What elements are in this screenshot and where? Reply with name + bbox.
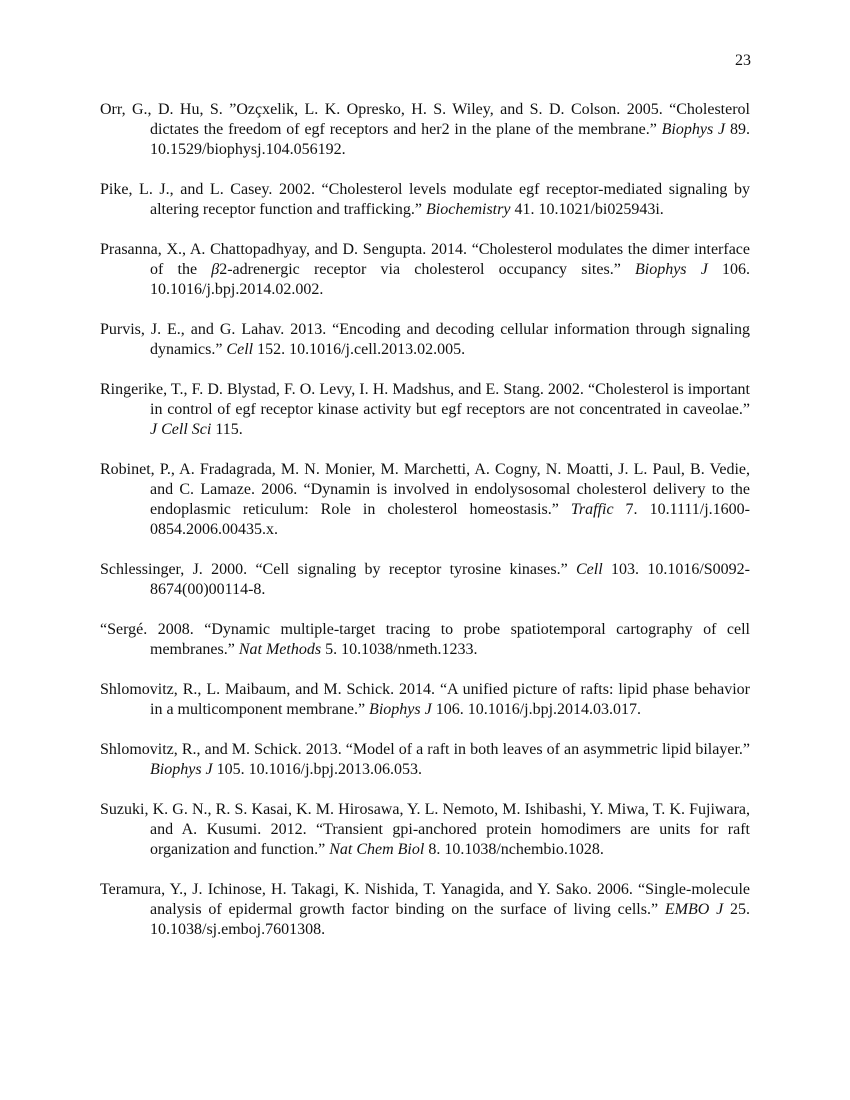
reference-citation: 8. 10.1038/nchembio.1028. (424, 841, 604, 858)
journal-name: Biochemistry (426, 201, 511, 218)
reference-item (100, 740, 750, 780)
reference-citation: 89. 10.1529/biophysj.104.056192. (150, 121, 751, 158)
reference-citation: 5. 10.1038/nmeth.1233. (321, 641, 478, 658)
reference-item (100, 240, 750, 300)
reference-text: “Sergé. 2008. “Dynamic multiple-target tracing to probe spatiotemporal cartography of cell membranes.” (100, 621, 750, 658)
reference-text: Ringerike, T., F. D. Blystad, F. O. Levy, I. H. Madshus, and E. Stang. 2002. “Cholesterol is important in control of egf receptor kinase activity but egf receptors are not concentrated in caveolae.” (100, 381, 750, 418)
journal-name: Traffic (570, 501, 614, 518)
journal-name: Nat Methods (238, 641, 322, 658)
reference-text: Prasanna, X., A. Chattopadhyay, and D. Sengupta. 2014. “Cholesterol modulates the dimer interface of the (100, 241, 750, 278)
reference-citation: 106. 10.1016/j.bpj.2014.03.017. (431, 701, 642, 718)
reference-item (100, 560, 750, 600)
greek-symbol: β (211, 261, 220, 278)
reference-citation: 41. 10.1021/bi025943i. (510, 201, 664, 218)
reference-item (100, 460, 750, 540)
reference-item (100, 620, 750, 660)
journal-name: EMBO J (664, 901, 724, 918)
reference-citation: 115. (211, 421, 243, 438)
reference-text: Robinet, P., A. Fradagrada, M. N. Monier, M. Marchetti, A. Cogny, N. Moatti, J. L. Paul, B. Vedie, and C. Lamaze. 2006. “Dynamin is involved in endolysosomal cholesterol delivery to the endoplasmic reticulum: Role in cholesterol homeostasis.” (100, 461, 750, 518)
journal-name: Nat Chem Biol (329, 841, 425, 858)
reference-text: Shlomovitz, R., L. Maibaum, and M. Schick. 2014. “A unified picture of rafts: lipid phase behavior in a multicomponent membrane.” (100, 681, 750, 718)
reference-item (100, 380, 750, 440)
journal-name: Biophys J (150, 761, 213, 778)
reference-citation: 7. 10.1111/j.1600-0854.2006.00435.x. (150, 501, 750, 538)
journal-name: Cell (576, 561, 603, 578)
journal-name: Biophys J (634, 261, 708, 278)
reference-citation: 105. 10.1016/j.bpj.2013.06.053. (212, 761, 422, 778)
reference-text: Purvis, J. E., and G. Lahav. 2013. “Encoding and decoding cellular information through signaling dynamics.” (100, 321, 750, 358)
journal-name: Biophys J (369, 701, 432, 718)
reference-citation: 106. 10.1016/j.bpj.2014.02.002. (150, 261, 751, 298)
journal-name: Biophys J (661, 121, 726, 138)
reference-item (100, 180, 750, 220)
reference-item (100, 100, 750, 160)
reference-citation: 103. 10.1016/S0092-8674(00)00114-8. (150, 561, 750, 598)
reference-text: Teramura, Y., J. Ichinose, H. Takagi, K. Nishida, T. Yanagida, and Y. Sako. 2006. “Single-molecule analysis of epidermal growth factor binding on the surface of living cells.” (100, 881, 750, 918)
reference-item (100, 680, 750, 720)
reference-text-continued: 2-adrenergic receptor via cholesterol occupancy sites.” (219, 261, 635, 278)
reference-text: Shlomovitz, R., and M. Schick. 2013. “Model of a raft in both leaves of an asymmetric lipid bilayer.” (100, 741, 750, 758)
journal-name: J Cell Sci (150, 421, 212, 438)
page-number: 23 (735, 52, 751, 69)
reference-citation: 25. 10.1038/sj.emboj.7601308. (150, 901, 751, 938)
reference-item (100, 320, 750, 360)
reference-text: Schlessinger, J. 2000. “Cell signaling by receptor tyrosine kinases.” (100, 561, 576, 578)
reference-citation: 152. 10.1016/j.cell.2013.02.005. (253, 341, 466, 358)
reference-text: Pike, L. J., and L. Casey. 2002. “Cholesterol levels modulate egf receptor-mediated signaling by altering receptor function and trafficking.” (100, 181, 750, 218)
reference-text: Suzuki, K. G. N., R. S. Kasai, K. M. Hirosawa, Y. L. Nemoto, M. Ishibashi, Y. Miwa, T. K. Fujiwara, and A. Kusumi. 2012. “Transient gpi-anchored protein homodimers are units for raft organization and function.” (100, 801, 750, 858)
journal-name: Cell (226, 341, 254, 358)
reference-text: Orr, G., D. Hu, S. ”Ozçxelik, L. K. Opresko, H. S. Wiley, and S. D. Colson. 2005. “Cholesterol dictates the freedom of egf receptors and her2 in the plane of the membrane.” (100, 101, 750, 138)
reference-list (100, 100, 750, 960)
reference-item (100, 800, 750, 860)
reference-item (100, 880, 750, 940)
